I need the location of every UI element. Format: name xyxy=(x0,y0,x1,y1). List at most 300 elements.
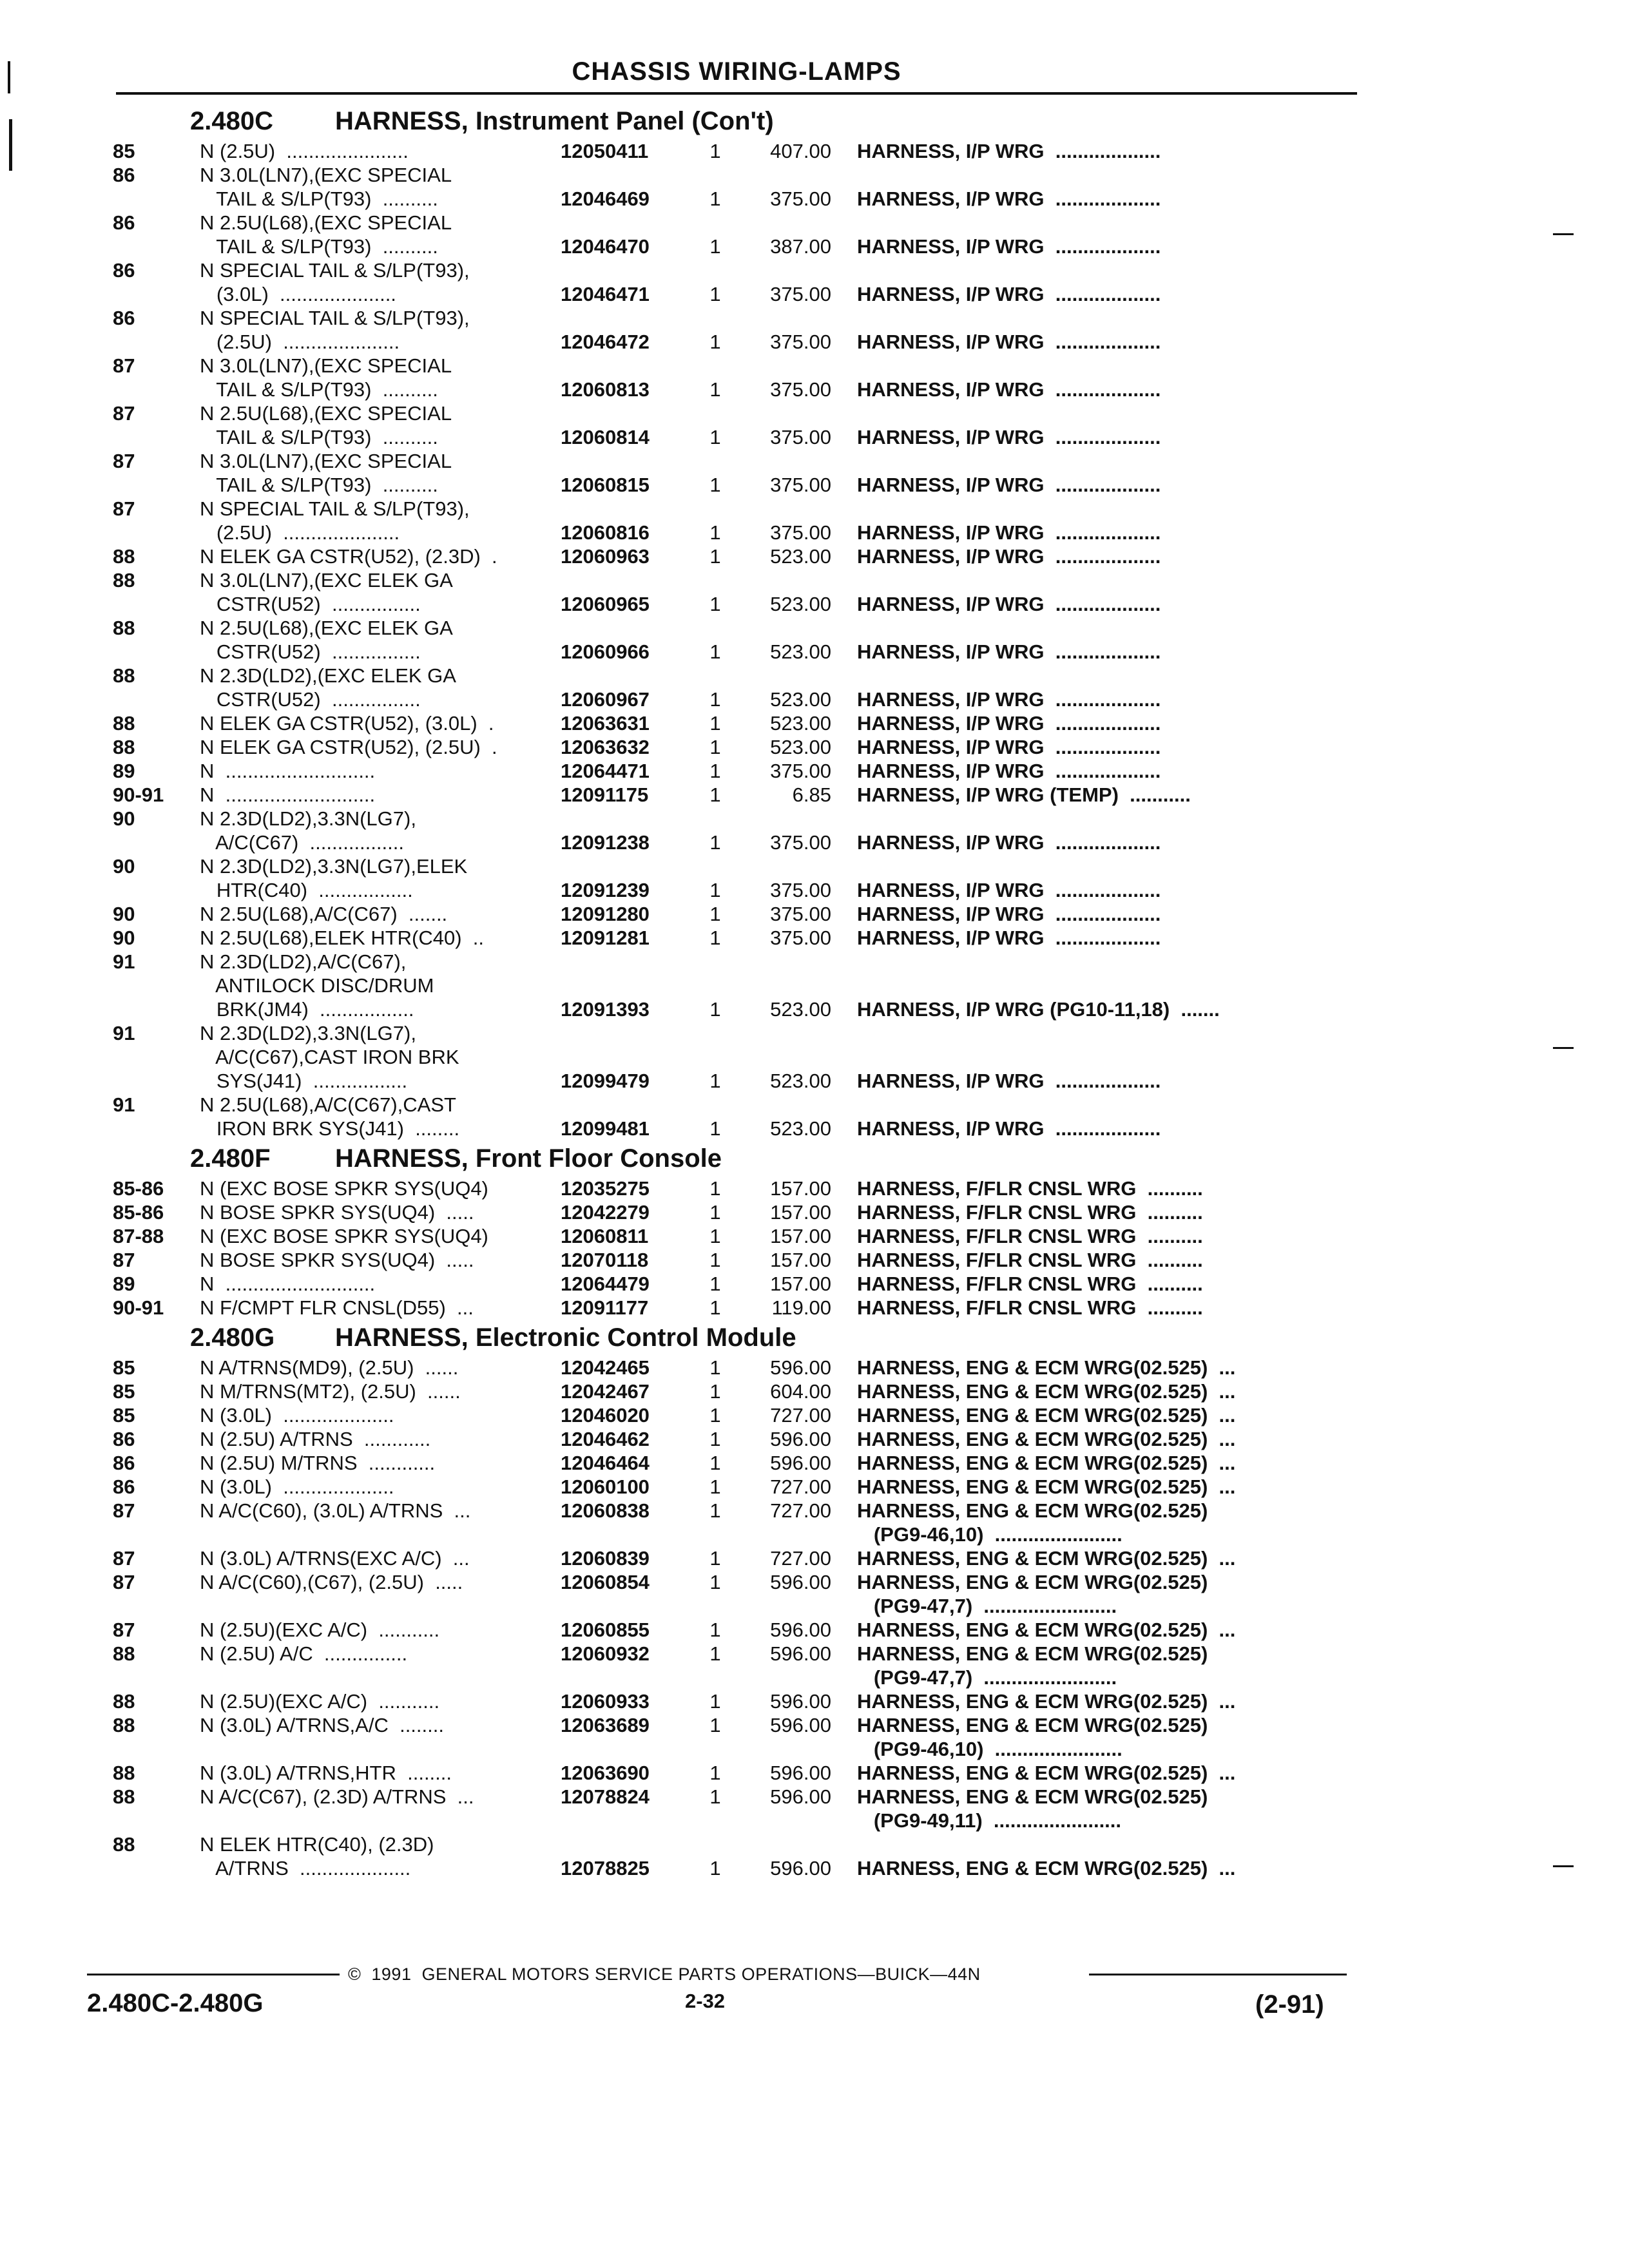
part-description: N A/C(C67), (2.3D) A/TRNS ... xyxy=(200,1785,474,1808)
model-year: 86 xyxy=(113,259,135,282)
part-number: 12060100 xyxy=(561,1475,650,1498)
price: 727.00 xyxy=(770,1475,831,1498)
table-row xyxy=(103,1523,1360,1546)
price: 727.00 xyxy=(770,1499,831,1522)
part-number: 12042465 xyxy=(561,1356,650,1379)
part-name: (PG9-47,7) ........................ xyxy=(857,1595,1117,1617)
price: 375.00 xyxy=(770,331,831,353)
part-number: 12099479 xyxy=(561,1070,650,1092)
part-number: 12091177 xyxy=(561,1296,649,1319)
model-year: 85-86 xyxy=(113,1177,164,1200)
header-rule xyxy=(116,92,1357,95)
parts-list xyxy=(103,103,1360,1880)
price: 523.00 xyxy=(770,1117,831,1140)
part-description: N ........................... xyxy=(200,783,376,806)
price: 523.00 xyxy=(770,712,831,735)
price: 375.00 xyxy=(770,927,831,949)
part-description: N 2.3D(LD2),A/C(C67), xyxy=(200,950,407,973)
part-name: HARNESS, ENG & ECM WRG(02.525) ... xyxy=(857,1428,1236,1450)
part-number: 12050411 xyxy=(561,140,649,162)
model-year: 87 xyxy=(113,402,135,425)
table-row xyxy=(103,1272,1360,1296)
revision-date: (2-91) xyxy=(1255,1990,1324,2019)
part-name: HARNESS, I/P WRG ................... xyxy=(857,474,1161,496)
model-year: 88 xyxy=(113,1690,135,1713)
quantity: 1 xyxy=(709,1690,721,1713)
part-description: N (2.5U)(EXC A/C) ........... xyxy=(200,1690,440,1713)
part-number: 12063631 xyxy=(561,712,650,735)
model-year: 86 xyxy=(113,164,135,186)
part-name: HARNESS, I/P WRG ................... xyxy=(857,927,1161,949)
price: 596.00 xyxy=(770,1356,831,1379)
part-description: N (EXC BOSE SPKR SYS(UQ4) xyxy=(200,1177,488,1200)
quantity: 1 xyxy=(709,1785,721,1808)
part-description: N A/C(C60), (3.0L) A/TRNS ... xyxy=(200,1499,471,1522)
quantity: 1 xyxy=(709,1714,721,1736)
table-row xyxy=(103,187,1360,211)
quantity: 1 xyxy=(709,1404,721,1427)
table-row xyxy=(103,592,1360,616)
quantity: 1 xyxy=(709,903,721,925)
table-row xyxy=(103,1296,1360,1320)
part-description: N 2.5U(L68),(EXC SPECIAL xyxy=(200,211,452,234)
part-name: HARNESS, F/FLR CNSL WRG .......... xyxy=(857,1273,1203,1295)
part-description: N 2.5U(L68),(EXC SPECIAL xyxy=(200,402,452,425)
price: 596.00 xyxy=(770,1452,831,1474)
part-number: 12060816 xyxy=(561,521,650,544)
model-year: 87-88 xyxy=(113,1225,164,1247)
quantity: 1 xyxy=(709,1642,721,1665)
model-year: 90 xyxy=(113,855,135,878)
model-year: 87 xyxy=(113,354,135,377)
page-number: 2-32 xyxy=(685,1990,726,2012)
part-description: N (2.5U) ...................... xyxy=(200,140,409,162)
table-row xyxy=(103,1379,1360,1403)
price: 6.85 xyxy=(792,783,831,806)
part-description: TAIL & S/LP(T93) .......... xyxy=(200,474,438,496)
table-row xyxy=(103,1224,1360,1248)
binder-mark-middle xyxy=(9,119,12,171)
table-row xyxy=(103,1713,1360,1737)
part-description: N (3.0L) A/TRNS,A/C ........ xyxy=(200,1714,444,1736)
part-name: HARNESS, ENG & ECM WRG(02.525) ... xyxy=(857,1857,1236,1879)
part-name: (PG9-47,7) ........................ xyxy=(857,1666,1117,1689)
part-description: TAIL & S/LP(T93) .......... xyxy=(200,426,438,448)
table-row xyxy=(103,1785,1360,1809)
price: 375.00 xyxy=(770,903,831,925)
price: 596.00 xyxy=(770,1857,831,1879)
quantity: 1 xyxy=(709,927,721,949)
part-number: 12060963 xyxy=(561,545,650,568)
price: 523.00 xyxy=(770,640,831,663)
part-number: 12046462 xyxy=(561,1428,650,1450)
table-row xyxy=(103,735,1360,759)
table-row xyxy=(103,1427,1360,1451)
price: 375.00 xyxy=(770,474,831,496)
table-row xyxy=(103,235,1360,258)
part-name: HARNESS, ENG & ECM WRG(02.525) ... xyxy=(857,1619,1236,1641)
part-description: N 3.0L(LN7),(EXC SPECIAL xyxy=(200,450,452,472)
part-number: 12046472 xyxy=(561,331,650,353)
quantity: 1 xyxy=(709,235,721,258)
quantity: 1 xyxy=(709,1225,721,1247)
part-name: HARNESS, F/FLR CNSL WRG .......... xyxy=(857,1177,1203,1200)
price: 375.00 xyxy=(770,187,831,210)
part-description: TAIL & S/LP(T93) .......... xyxy=(200,187,438,210)
model-year: 86 xyxy=(113,1475,135,1498)
price: 375.00 xyxy=(770,426,831,448)
part-number: 12060965 xyxy=(561,593,650,615)
table-row xyxy=(103,1570,1360,1594)
section-heading xyxy=(103,104,1360,138)
quantity: 1 xyxy=(709,1571,721,1593)
part-description: N (3.0L) .................... xyxy=(200,1475,394,1498)
part-name: HARNESS, I/P WRG ................... xyxy=(857,736,1161,758)
quantity: 1 xyxy=(709,736,721,758)
part-number: 12099481 xyxy=(561,1117,650,1140)
part-number: 12060815 xyxy=(561,474,650,496)
price: 387.00 xyxy=(770,235,831,258)
table-row xyxy=(103,378,1360,401)
price: 157.00 xyxy=(770,1225,831,1247)
price: 596.00 xyxy=(770,1619,831,1641)
table-row xyxy=(103,139,1360,163)
price: 157.00 xyxy=(770,1249,831,1271)
part-number: 12042279 xyxy=(561,1201,650,1224)
table-row xyxy=(103,354,1360,378)
table-row xyxy=(103,1117,1360,1140)
part-name: HARNESS, I/P WRG ................... xyxy=(857,640,1161,663)
part-name: HARNESS, ENG & ECM WRG(02.525) ... xyxy=(857,1452,1236,1474)
table-row xyxy=(103,449,1360,473)
part-number: 12091175 xyxy=(561,783,649,806)
model-year: 88 xyxy=(113,617,135,639)
part-description: N (2.5U) M/TRNS ............ xyxy=(200,1452,436,1474)
model-year: 90 xyxy=(113,807,135,830)
part-name: HARNESS, I/P WRG ................... xyxy=(857,903,1161,925)
part-description: CSTR(U52) ................ xyxy=(200,640,421,663)
model-year: 87 xyxy=(113,1619,135,1641)
price: 523.00 xyxy=(770,545,831,568)
quantity: 1 xyxy=(709,1428,721,1450)
part-name: HARNESS, I/P WRG ................... xyxy=(857,283,1161,305)
table-row xyxy=(103,831,1360,854)
table-row xyxy=(103,783,1360,807)
part-name: HARNESS, I/P WRG ................... xyxy=(857,140,1161,162)
table-row xyxy=(103,306,1360,330)
part-name: HARNESS, I/P WRG ................... xyxy=(857,331,1161,353)
table-row xyxy=(103,258,1360,282)
part-name: HARNESS, I/P WRG ................... xyxy=(857,831,1161,854)
price: 596.00 xyxy=(770,1714,831,1736)
table-row xyxy=(103,1737,1360,1761)
quantity: 1 xyxy=(709,331,721,353)
footer-rule-right xyxy=(1089,1974,1347,1975)
margin-dash-2 xyxy=(1553,1047,1574,1049)
part-description: N 2.5U(L68),(EXC ELEK GA xyxy=(200,617,453,639)
table-row xyxy=(103,1832,1360,1856)
model-year: 88 xyxy=(113,1642,135,1665)
quantity: 1 xyxy=(709,426,721,448)
model-year: 89 xyxy=(113,1273,135,1295)
price: 596.00 xyxy=(770,1785,831,1808)
part-description: N (2.5U) A/C ............... xyxy=(200,1642,408,1665)
quantity: 1 xyxy=(709,783,721,806)
part-name: HARNESS, I/P WRG ................... xyxy=(857,235,1161,258)
model-year: 87 xyxy=(113,497,135,520)
model-year: 89 xyxy=(113,760,135,782)
quantity: 1 xyxy=(709,283,721,305)
model-year: 88 xyxy=(113,1785,135,1808)
part-description: (3.0L) ..................... xyxy=(200,283,396,305)
part-number: 12091238 xyxy=(561,831,650,854)
part-description: TAIL & S/LP(T93) .......... xyxy=(200,378,438,401)
table-row xyxy=(103,211,1360,235)
part-description: N ........................... xyxy=(200,1273,376,1295)
table-row xyxy=(103,1689,1360,1713)
table-row xyxy=(103,1761,1360,1785)
quantity: 1 xyxy=(709,474,721,496)
table-row xyxy=(103,854,1360,878)
model-year: 88 xyxy=(113,712,135,735)
part-number: 12042467 xyxy=(561,1380,650,1403)
table-row xyxy=(103,1021,1360,1045)
price: 604.00 xyxy=(770,1380,831,1403)
part-number: 12063690 xyxy=(561,1762,650,1784)
price: 596.00 xyxy=(770,1762,831,1784)
price: 375.00 xyxy=(770,521,831,544)
part-number: 12060813 xyxy=(561,378,650,401)
model-year: 86 xyxy=(113,211,135,234)
model-year: 85 xyxy=(113,140,135,162)
model-year: 88 xyxy=(113,1833,135,1856)
part-description: N ELEK GA CSTR(U52), (3.0L) . xyxy=(200,712,494,735)
table-row xyxy=(103,1809,1360,1832)
table-row xyxy=(103,1403,1360,1427)
part-name: HARNESS, I/P WRG (PG10-11,18) ....... xyxy=(857,998,1220,1021)
table-row xyxy=(103,473,1360,497)
part-name: HARNESS, I/P WRG ................... xyxy=(857,712,1161,735)
model-year: 90-91 xyxy=(113,783,164,806)
model-year: 87 xyxy=(113,450,135,472)
part-description: N (2.5U)(EXC A/C) ........... xyxy=(200,1619,440,1641)
section-heading xyxy=(103,1142,1360,1175)
model-year: 91 xyxy=(113,1022,135,1044)
price: 596.00 xyxy=(770,1642,831,1665)
table-row xyxy=(103,1618,1360,1642)
table-row xyxy=(103,1475,1360,1499)
part-name: HARNESS, I/P WRG ................... xyxy=(857,521,1161,544)
model-year: 88 xyxy=(113,545,135,568)
table-row xyxy=(103,711,1360,735)
model-year: 87 xyxy=(113,1499,135,1522)
part-name: HARNESS, ENG & ECM WRG(02.525) ... xyxy=(857,1380,1236,1403)
part-description: N ........................... xyxy=(200,760,376,782)
part-description: (2.5U) ..................... xyxy=(200,521,400,544)
quantity: 1 xyxy=(709,1857,721,1879)
part-number: 12063689 xyxy=(561,1714,650,1736)
part-name: HARNESS, I/P WRG (TEMP) ........... xyxy=(857,783,1191,806)
part-name: HARNESS, ENG & ECM WRG(02.525) ... xyxy=(857,1475,1236,1498)
part-description: N 3.0L(LN7),(EXC ELEK GA xyxy=(200,569,453,591)
part-number: 12060932 xyxy=(561,1642,650,1665)
model-year: 88 xyxy=(113,1762,135,1784)
quantity: 1 xyxy=(709,1177,721,1200)
part-name: HARNESS, I/P WRG ................... xyxy=(857,593,1161,615)
table-row xyxy=(103,1642,1360,1666)
part-description: N (3.0L) A/TRNS(EXC A/C) ... xyxy=(200,1547,470,1570)
margin-dash-3 xyxy=(1553,1865,1574,1867)
quantity: 1 xyxy=(709,1475,721,1498)
section-code: 2.480C xyxy=(190,107,273,135)
part-description: (2.5U) ..................... xyxy=(200,331,400,353)
model-year: 85 xyxy=(113,1380,135,1403)
part-description: N SPECIAL TAIL & S/LP(T93), xyxy=(200,259,470,282)
table-row xyxy=(103,950,1360,974)
part-number: 12046464 xyxy=(561,1452,650,1474)
part-description: A/C(C67) ................. xyxy=(200,831,404,854)
part-description: N 3.0L(LN7),(EXC SPECIAL xyxy=(200,164,452,186)
model-year: 87 xyxy=(113,1547,135,1570)
model-year: 88 xyxy=(113,664,135,687)
part-name: HARNESS, I/P WRG ................... xyxy=(857,760,1161,782)
part-name: HARNESS, F/FLR CNSL WRG .......... xyxy=(857,1225,1203,1247)
quantity: 1 xyxy=(709,879,721,901)
part-description: N (3.0L) A/TRNS,HTR ........ xyxy=(200,1762,452,1784)
page-title: CHASSIS WIRING-LAMPS xyxy=(572,57,901,86)
margin-dash-1 xyxy=(1553,233,1574,235)
model-year: 85 xyxy=(113,1356,135,1379)
part-number: 12091281 xyxy=(561,927,650,949)
part-description: HTR(C40) ................. xyxy=(200,879,413,901)
quantity: 1 xyxy=(709,1619,721,1641)
part-name: (PG9-46,10) ....................... xyxy=(857,1523,1123,1546)
part-name: HARNESS, F/FLR CNSL WRG .......... xyxy=(857,1201,1203,1224)
price: 596.00 xyxy=(770,1690,831,1713)
part-name: HARNESS, I/P WRG ................... xyxy=(857,1117,1161,1140)
table-row xyxy=(103,282,1360,306)
part-name: HARNESS, ENG & ECM WRG(02.525) xyxy=(857,1785,1208,1808)
part-description: ANTILOCK DISC/DRUM xyxy=(200,974,434,997)
section-heading xyxy=(103,1321,1360,1354)
table-row xyxy=(103,1069,1360,1093)
part-number: 12091280 xyxy=(561,903,650,925)
model-year: 91 xyxy=(113,950,135,973)
part-description: N (3.0L) .................... xyxy=(200,1404,394,1427)
section-range: 2.480C-2.480G xyxy=(87,1989,264,2017)
part-description: CSTR(U52) ................ xyxy=(200,688,421,711)
price: 523.00 xyxy=(770,998,831,1021)
table-row xyxy=(103,616,1360,640)
part-description: N 2.3D(LD2),3.3N(LG7), xyxy=(200,807,416,830)
part-description: N ELEK HTR(C40), (2.3D) xyxy=(200,1833,434,1856)
part-number: 12091393 xyxy=(561,998,650,1021)
model-year: 90 xyxy=(113,903,135,925)
quantity: 1 xyxy=(709,1499,721,1522)
section-code: 2.480G xyxy=(190,1323,275,1352)
part-name: HARNESS, ENG & ECM WRG(02.525) xyxy=(857,1714,1208,1736)
model-year: 90-91 xyxy=(113,1296,164,1319)
part-description: N BOSE SPKR SYS(UQ4) ..... xyxy=(200,1201,474,1224)
part-name: (PG9-46,10) ....................... xyxy=(857,1738,1123,1760)
part-name: HARNESS, I/P WRG ................... xyxy=(857,426,1161,448)
part-description: N 2.3D(LD2),(EXC ELEK GA xyxy=(200,664,456,687)
part-description: TAIL & S/LP(T93) .......... xyxy=(200,235,438,258)
table-row xyxy=(103,1546,1360,1570)
part-description: N BOSE SPKR SYS(UQ4) ..... xyxy=(200,1249,474,1271)
part-number: 12060814 xyxy=(561,426,650,448)
part-number: 12060839 xyxy=(561,1547,650,1570)
part-number: 12046470 xyxy=(561,235,650,258)
part-name: HARNESS, F/FLR CNSL WRG .......... xyxy=(857,1249,1203,1271)
quantity: 1 xyxy=(709,712,721,735)
part-description: N ELEK GA CSTR(U52), (2.5U) . xyxy=(200,736,497,758)
part-name: HARNESS, I/P WRG ................... xyxy=(857,879,1161,901)
price: 523.00 xyxy=(770,736,831,758)
price: 157.00 xyxy=(770,1273,831,1295)
part-description: A/C(C67),CAST IRON BRK xyxy=(200,1046,459,1068)
copyright-notice: © 1991 GENERAL MOTORS SERVICE PARTS OPERATIONS—BUICK—44N xyxy=(348,1965,981,1984)
part-number: 12091239 xyxy=(561,879,650,901)
quantity: 1 xyxy=(709,1249,721,1271)
table-row xyxy=(103,1499,1360,1523)
model-year: 90 xyxy=(113,927,135,949)
quantity: 1 xyxy=(709,760,721,782)
quantity: 1 xyxy=(709,831,721,854)
model-year: 88 xyxy=(113,569,135,591)
model-year: 85 xyxy=(113,1404,135,1427)
part-description: N 2.3D(LD2),3.3N(LG7),ELEK xyxy=(200,855,468,878)
part-description: N A/C(C60),(C67), (2.5U) ..... xyxy=(200,1571,463,1593)
part-number: 12078825 xyxy=(561,1857,650,1879)
part-description: IRON BRK SYS(J41) ........ xyxy=(200,1117,460,1140)
part-name: HARNESS, ENG & ECM WRG(02.525) ... xyxy=(857,1404,1236,1427)
quantity: 1 xyxy=(709,187,721,210)
model-year: 85-86 xyxy=(113,1201,164,1224)
model-year: 87 xyxy=(113,1249,135,1271)
part-number: 12046471 xyxy=(561,283,650,305)
part-number: 12070118 xyxy=(561,1249,649,1271)
part-number: 12060933 xyxy=(561,1690,650,1713)
section-title: HARNESS, Electronic Control Module xyxy=(335,1323,796,1352)
part-number: 12060967 xyxy=(561,688,650,711)
part-number: 12046020 xyxy=(561,1404,650,1427)
part-description: N F/CMPT FLR CNSL(D55) ... xyxy=(200,1296,474,1319)
model-year: 88 xyxy=(113,736,135,758)
part-description: N ELEK GA CSTR(U52), (2.3D) . xyxy=(200,545,497,568)
part-description: N A/TRNS(MD9), (2.5U) ...... xyxy=(200,1356,459,1379)
model-year: 87 xyxy=(113,1571,135,1593)
quantity: 1 xyxy=(709,1547,721,1570)
price: 375.00 xyxy=(770,378,831,401)
table-row xyxy=(103,997,1360,1021)
part-description: N 3.0L(LN7),(EXC SPECIAL xyxy=(200,354,452,377)
part-name: HARNESS, ENG & ECM WRG(02.525) ... xyxy=(857,1356,1236,1379)
part-description: BRK(JM4) ................. xyxy=(200,998,414,1021)
table-row xyxy=(103,568,1360,592)
quantity: 1 xyxy=(709,1452,721,1474)
table-row xyxy=(103,664,1360,687)
price: 523.00 xyxy=(770,688,831,711)
price: 596.00 xyxy=(770,1571,831,1593)
model-year: 86 xyxy=(113,307,135,329)
part-name: HARNESS, ENG & ECM WRG(02.525) ... xyxy=(857,1547,1236,1570)
price: 375.00 xyxy=(770,879,831,901)
part-number: 12060855 xyxy=(561,1619,650,1641)
table-row xyxy=(103,401,1360,425)
quantity: 1 xyxy=(709,545,721,568)
footer-rule-left xyxy=(87,1974,340,1975)
